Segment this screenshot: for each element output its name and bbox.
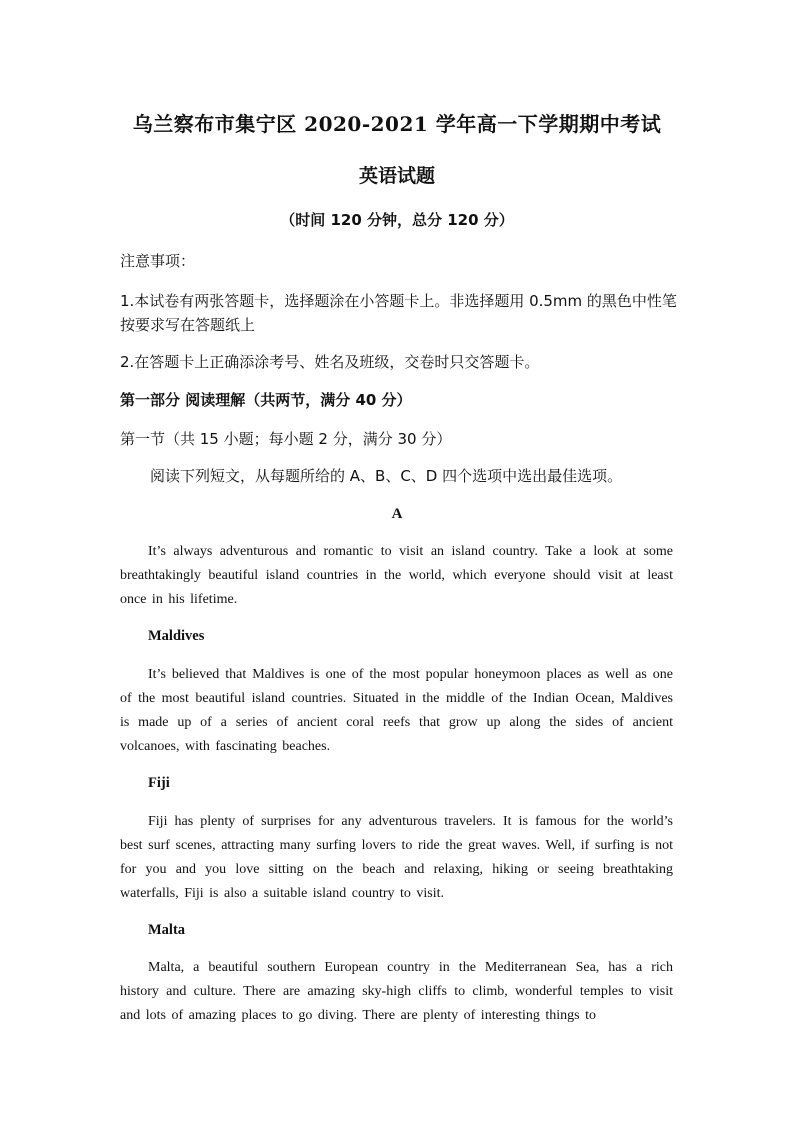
heading-malta: Malta	[148, 922, 186, 938]
exam-title: 乌兰察布市集宁区 2020-2021 学年高一下学期期中考试	[132, 112, 662, 136]
notice-item-2: 2.在答题卡上正确添涂考号、姓名及班级，交卷时只交答题卡。	[120, 353, 540, 371]
text-maldives: It’s believed that Maldives is one of the most popular honeymoon places as well as one of the most beautiful island countries. Situated in the middle of the Indian Ocean, Maldives is made up of a series of ancient coral reefs that grow up along the sides of ancient volcanoes, with fascinating beaches.	[120, 667, 673, 754]
notice-item-1: 1.本试卷有两张答题卡，选择题涂在小答题卡上。非选择题用 0.5mm 的黑色中性笔按要求写在答题纸上	[120, 292, 677, 334]
text-fiji: Fiji has plenty of surprises for any adventurous travelers. It is famous for the world’s best surf scenes, attracting many surfing lovers to ride the great waves. Well, if surfing is not for you and you love sitting on the beach and relaxing, hiking or seeing breathtaking waterfalls, Fiji is also a suitable island country to visit.	[120, 814, 673, 901]
notice-label: 注意事项：	[120, 252, 196, 270]
text-malta: Malta, a beautiful southern European country in the Mediterranean Sea, has a rich history and culture. There are amazing sky-high cliffs to climb, wonderful temples to visit and lots of amazing places to go diving. There are plenty of interesting things to	[120, 960, 673, 1023]
passage-label: A	[391, 506, 403, 522]
heading-maldives: Maldives	[148, 628, 205, 644]
section1-title: 第一节（共 15 小题；每小题 2 分，满分 30 分）	[120, 430, 452, 448]
exam-subtitle: 英语试题	[358, 165, 435, 187]
reading-instruction: 阅读下列短文，从每题所给的 A、B、C、D 四个选项中选出最佳选项。	[150, 467, 623, 485]
part1-title: 第一部分 阅读理解（共两节，满分 40 分）	[120, 391, 412, 409]
heading-fiji: Fiji	[148, 775, 170, 791]
time-note: （时间 120 分钟，总分 120 分）	[280, 211, 514, 229]
passage-intro: It’s always adventurous and romantic to visit an island country. Take a look at some breathtakingly beautiful island countries in the world, which everyone should visit at least once in his lifetime.	[120, 544, 673, 607]
